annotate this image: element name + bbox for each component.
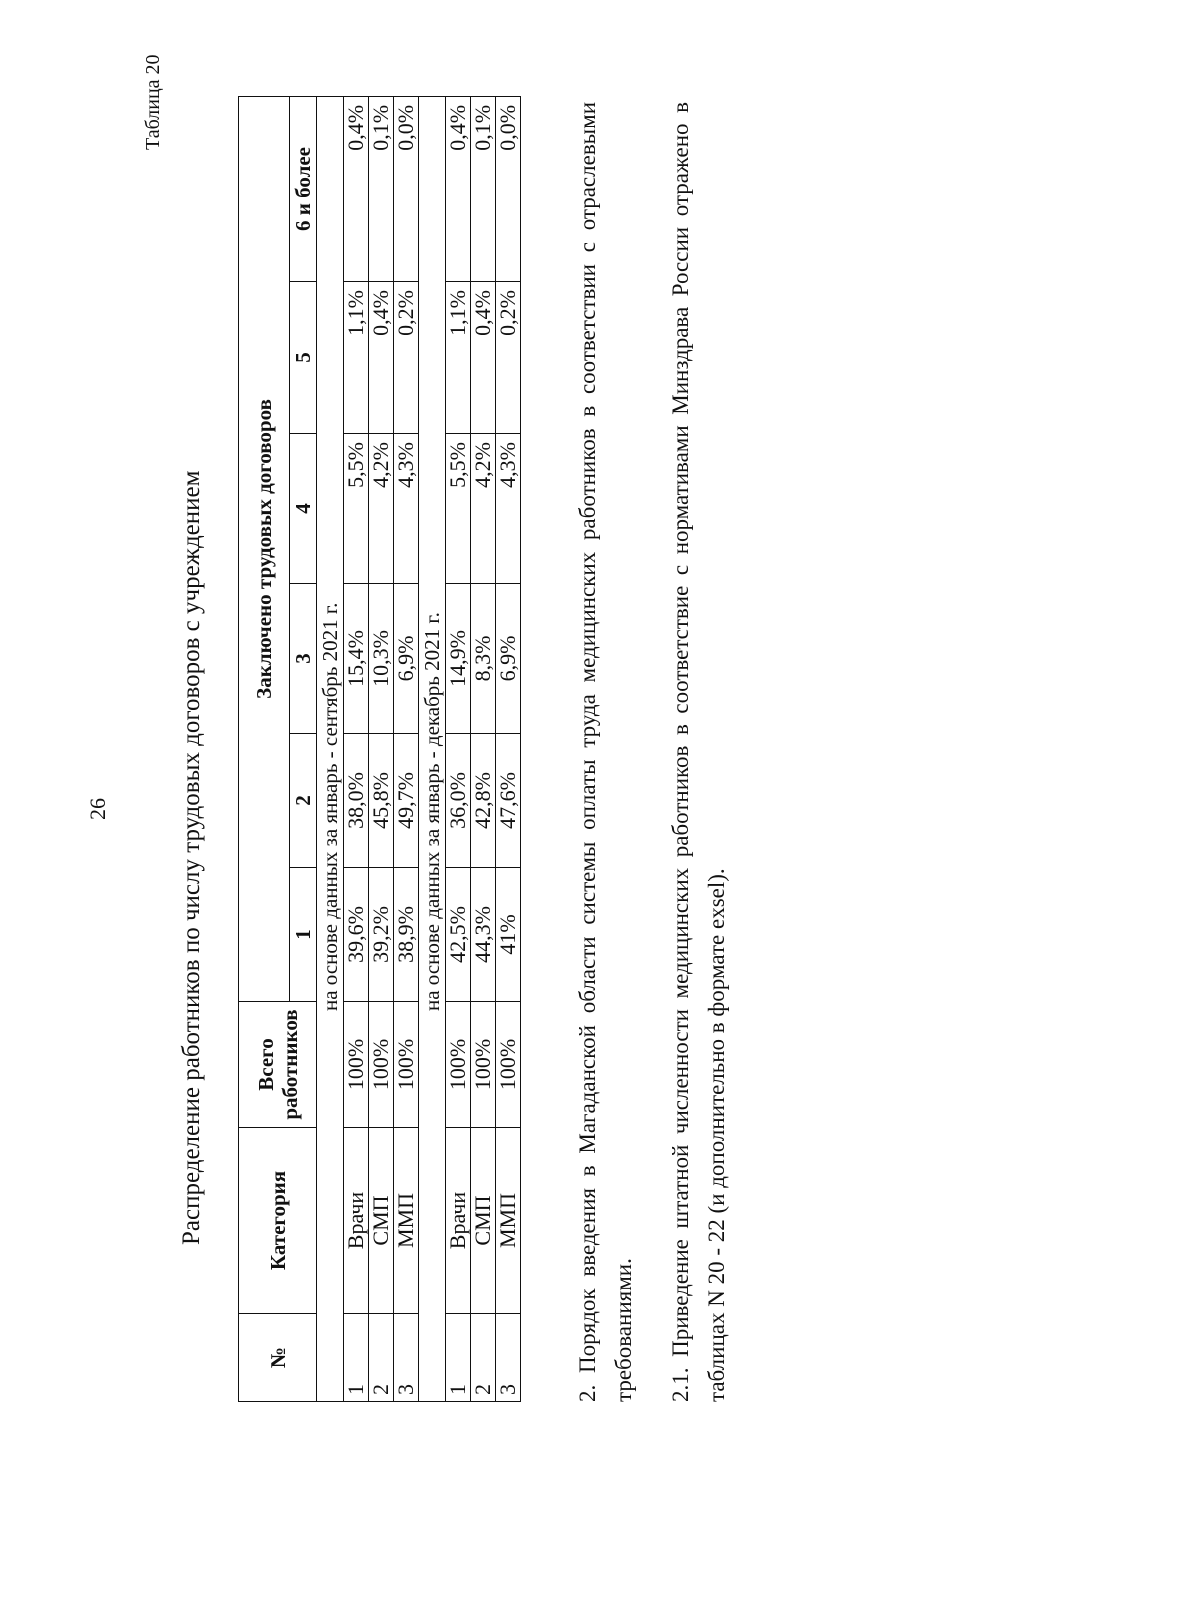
row-value-5: 1,1% (344, 282, 369, 434)
row-value-5: 0,2% (394, 282, 419, 434)
row-value-5: 0,2% (496, 282, 521, 434)
row-value-2: 49,7% (394, 734, 419, 868)
table-row (394, 96, 419, 1401)
row-num: 1 (344, 1314, 369, 1402)
row-num: 1 (446, 1314, 471, 1402)
table-row (496, 96, 521, 1401)
row-num: 3 (394, 1314, 419, 1402)
row-category: Врачи (344, 1128, 369, 1314)
col-header-group: Заключено трудовых договоров (239, 96, 290, 1001)
row-value-3: 14,9% (446, 584, 471, 734)
row-value-3: 10,3% (369, 584, 394, 734)
row-category: СМП (369, 1128, 394, 1314)
row-value-3: 15,4% (344, 584, 369, 734)
row-value-2: 38,0% (344, 734, 369, 868)
row-category: СМП (471, 1128, 496, 1314)
row-category: ММП (496, 1128, 521, 1314)
col-header-2: 2 (290, 734, 317, 868)
row-value-1: 42,5% (446, 868, 471, 1002)
col-header-num: № (239, 1314, 317, 1402)
col-header-3: 3 (290, 584, 317, 734)
row-category: Врачи (446, 1128, 471, 1314)
table-row (369, 96, 394, 1401)
row-value-1: 44,3% (471, 868, 496, 1002)
section-caption-row (317, 96, 344, 1401)
col-header-6-plus: 6 и более (290, 96, 317, 281)
row-value-2: 42,8% (471, 734, 496, 868)
table-header-row (239, 96, 290, 1401)
col-header-4: 4 (290, 434, 317, 584)
row-value-6: 0,1% (471, 96, 496, 281)
row-num: 2 (471, 1314, 496, 1402)
row-value-6: 0,1% (369, 96, 394, 281)
row-value-5: 0,4% (369, 282, 394, 434)
row-value-2: 45,8% (369, 734, 394, 868)
row-value-2: 47,6% (496, 734, 521, 868)
row-total: 100% (394, 1002, 419, 1128)
col-header-category: Категория (239, 1128, 317, 1314)
col-header-5: 5 (290, 282, 317, 434)
row-value-6: 0,4% (446, 96, 471, 281)
row-value-5: 0,4% (471, 282, 496, 434)
section-caption: на основе данных за январь - сентябрь 2021 г. (317, 96, 344, 1401)
row-total: 100% (344, 1002, 369, 1128)
row-total: 100% (496, 1002, 521, 1128)
row-value-1: 39,2% (369, 868, 394, 1002)
table-row (471, 96, 496, 1401)
page-number: 26 (85, 798, 110, 820)
col-header-total: Всего работников (239, 1002, 317, 1128)
row-value-3: 6,9% (496, 584, 521, 734)
paragraph-2-1: 2.1. Приведение штатной численности медицинских работников в соответствие с нормативами Минздрава России отражено в таблицах N 20 - 22 (и дополнительно в формате exsel). (668, 102, 729, 1402)
section-caption-row (419, 96, 446, 1401)
row-value-6: 0,0% (394, 96, 419, 281)
row-value-4: 4,2% (369, 434, 394, 584)
row-total: 100% (369, 1002, 394, 1128)
row-value-3: 6,9% (394, 584, 419, 734)
row-value-4: 5,5% (344, 434, 369, 584)
row-value-1: 38,9% (394, 868, 419, 1002)
row-value-1: 41% (496, 868, 521, 1002)
row-total: 100% (471, 1002, 496, 1128)
row-category: ММП (394, 1128, 419, 1314)
row-value-1: 39,6% (344, 868, 369, 1002)
row-value-6: 0,0% (496, 96, 521, 281)
contracts-table (238, 96, 521, 1402)
row-value-4: 5,5% (446, 434, 471, 584)
row-value-4: 4,2% (471, 434, 496, 584)
table-title: Распределение работников по числу трудовых договоров с учреждением (178, 470, 205, 1245)
row-num: 2 (369, 1314, 394, 1402)
row-value-4: 4,3% (496, 434, 521, 584)
table-row (446, 96, 471, 1401)
table-row (344, 96, 369, 1401)
row-num: 3 (496, 1314, 521, 1402)
table-label: Таблица 20 (142, 54, 164, 150)
row-total: 100% (446, 1002, 471, 1128)
paragraph-2: 2. Порядок введения в Магаданской области системы оплаты труда медицинских работников в соответствии с отраслевыми требованиями. (575, 102, 636, 1402)
section-caption: на основе данных за январь - декабрь 2021 г. (419, 96, 446, 1401)
row-value-3: 8,3% (471, 584, 496, 734)
row-value-6: 0,4% (344, 96, 369, 281)
row-value-4: 4,3% (394, 434, 419, 584)
col-header-1: 1 (290, 868, 317, 1002)
row-value-2: 36,0% (446, 734, 471, 868)
row-value-5: 1,1% (446, 282, 471, 434)
